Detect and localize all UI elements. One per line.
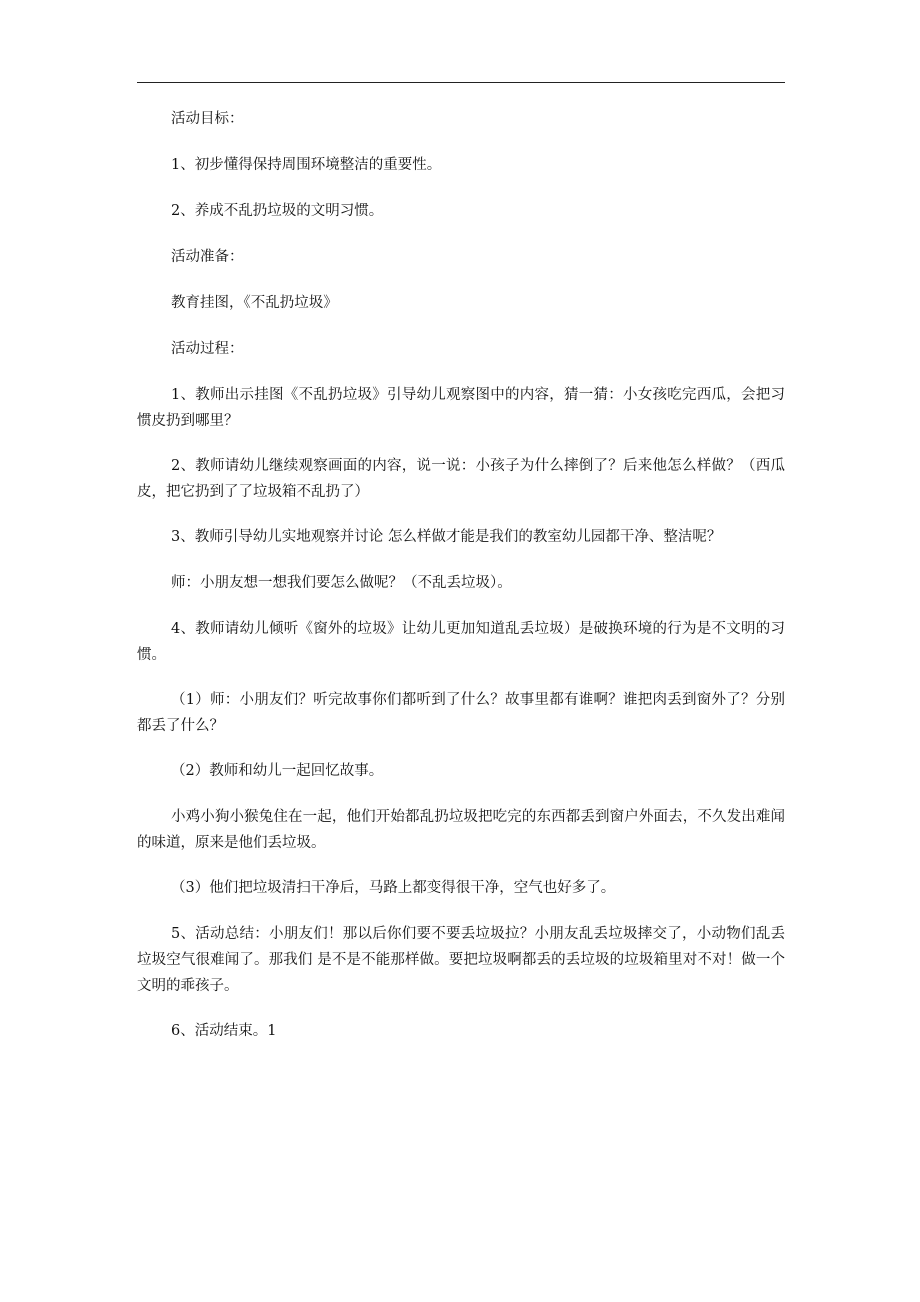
section-heading-preparation: 活动准备： [171, 249, 244, 265]
process-step-5: 5、活动总结：小朋友们！那以后你们要不要丢垃圾拉？小朋友乱丢垃圾摔交了，小动物们乱丢垃圾空气很难闻了。那我们 是不是不能那样做。要把垃圾啊都丢的丢垃圾的垃圾箱里对不对！做一个文明的乖孩子。 [137, 926, 785, 994]
preparation-text: 教育挂图，《不乱扔垃圾》 [171, 295, 338, 311]
goal-item-2: 2、养成不乱扔垃圾的文明习惯。 [171, 203, 384, 219]
teacher-question: 师：小朋友想一想我们要怎么做呢？（不乱丢垃圾）。 [171, 575, 512, 591]
section-heading-process: 活动过程： [171, 341, 244, 357]
document-body [137, 106, 785, 1044]
process-step-2: 2、教师请幼儿继续观察画面的内容，说一说：小孩子为什么摔倒了？后来他怎么样做？（西瓜皮，把它扔到了了垃圾箱不乱扔了） [137, 458, 785, 500]
process-step-1: 1、教师出示挂图《不乱扔垃圾》引导幼儿观察图中的内容，猜一猜：小女孩吃完西瓜，会把习惯皮扔到哪里？ [137, 387, 785, 429]
sub-step-1: （1）师：小朋友们？听完故事你们都听到了什么？故事里都有谁啊？谁把肉丢到窗外了？分别都丢了什么？ [137, 692, 785, 734]
goal-item-1: 1、初步懂得保持周围环境整洁的重要性。 [171, 157, 442, 173]
section-heading-goals: 活动目标： [171, 111, 244, 127]
process-step-4: 4、教师请幼儿倾听《窗外的垃圾》让幼儿更加知道乱丢垃圾）是破换环境的行为是不文明的习惯。 [137, 621, 785, 663]
story-summary: 小鸡小狗小猴兔住在一起，他们开始都乱扔垃圾把吃完的东西都丢到窗户外面去，不久发出难闻的味道，原来是他们丢垃圾。 [137, 809, 785, 851]
header-rule [137, 82, 785, 83]
process-step-6: 6、活动结束。1 [171, 1023, 277, 1039]
sub-step-2: （2）教师和幼儿一起回忆故事。 [171, 763, 384, 779]
process-step-3: 3、教师引导幼儿实地观察并讨论 怎么样做才能是我们的教室幼儿园都干净、整洁呢？ [171, 529, 722, 545]
sub-step-3: （3）他们把垃圾清扫干净后，马路上都变得很干净，空气也好多了。 [171, 880, 616, 896]
